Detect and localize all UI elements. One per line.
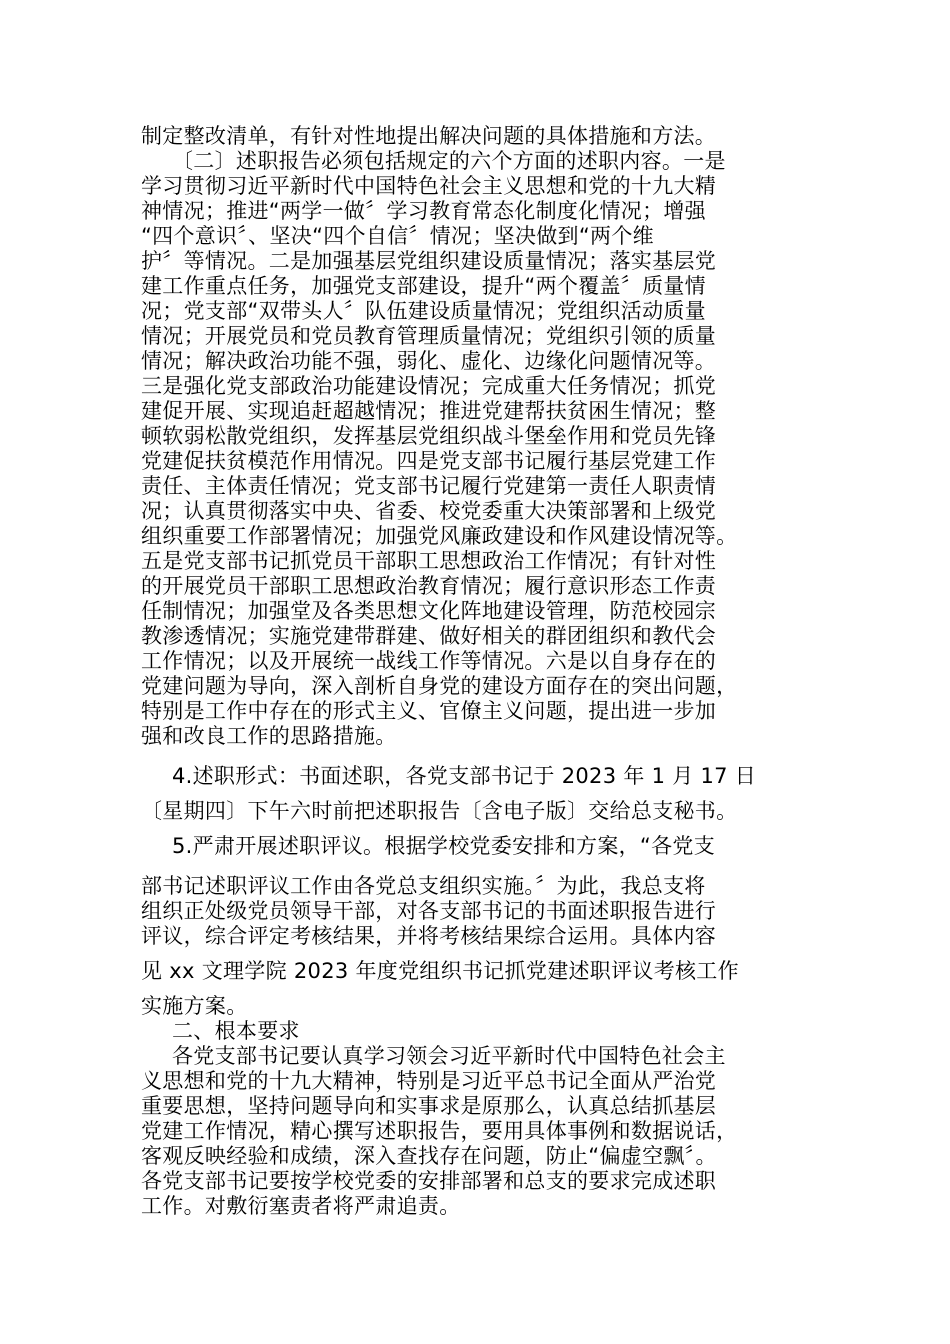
- text-line: 情况；解决政治功能不强，弱化、虚化、边缘化问题情况等。: [141, 349, 717, 373]
- text-line: 任制情况；加强堂及各类思想文化阵地建设管理，防范校园宗: [141, 599, 717, 623]
- text-line: 各党支部书记要按学校党委的安排部署和总支的要求完成述职: [141, 1169, 717, 1193]
- text-line: 建促开展、实现追赶超越情况；推进党建帮扶贫困生情况；整: [141, 399, 717, 423]
- text-line: 各党支部书记要认真学习领会习近平新时代中国特色社会主: [172, 1044, 726, 1068]
- text-line: 学习贯彻习近平新时代中国特色社会主义思想和党的十九大精: [141, 174, 717, 198]
- text-line: 工作情况；以及开展统一战线工作等情况。六是以自身存在的: [141, 649, 717, 673]
- text-line: 三是强化党支部政治功能建设情况；完成重大任务情况；抓党: [141, 374, 717, 398]
- text-line: 组织正处级党员领导干部，对各支部书记的书面述职报告进行: [141, 899, 717, 923]
- text-line: 〔二〕述职报告必须包括规定的六个方面的述职内容。一是: [172, 149, 726, 173]
- text-line: 义思想和党的十九大精神，特别是习近平总书记全面从严治党: [141, 1069, 717, 1093]
- text-line: 责任、主体责任情况；党支部书记履行党建第一责任人职责情: [141, 474, 717, 498]
- text-line: “四个意识〞、坚决“四个自信〞情况；坚决做到“两个维: [141, 224, 654, 248]
- text-line: 工作。对敷衍塞责者将严肃追责。: [141, 1194, 461, 1218]
- text-line: 制定整改清单，有针对性地提出解决问题的具体措施和方法。: [141, 124, 717, 148]
- text-line: 4.述职形式：书面述职，各党支部书记于 2023 年 1 月 17 日: [172, 764, 757, 788]
- text-line: 教渗透情况；实施党建带群建、做好相关的群团组织和教代会: [141, 624, 717, 648]
- text-line: 客观反映经验和成绩，深入查找存在问题，防止“偏虚空飘〞。: [141, 1144, 717, 1168]
- text-line: 组织重要工作部署情况；加强党风廉政建设和作风建设情况等。: [141, 524, 738, 548]
- text-line: 实施方案。: [141, 994, 248, 1018]
- text-line: 情况；开展党员和党员教育管理质量情况；党组织引领的质量: [141, 324, 717, 348]
- section-heading: 二、根本要求: [172, 1019, 300, 1043]
- text-line: 五是党支部书记抓党员干部职工思想政治工作情况；有针对性: [141, 549, 717, 573]
- text-line: 护〞等情况。二是加强基层党组织建设质量情况；落实基层党: [141, 249, 717, 273]
- text-line: 特别是工作中存在的形式主义、官僚主义问题，提出进一步加: [141, 699, 717, 723]
- text-line: 的开展党员干部职工思想政治教育情况；履行意识形态工作责: [141, 574, 717, 598]
- text-line: 强和改良工作的思路措施。: [141, 724, 397, 748]
- text-line: 神情况；推进“两学一做〞学习教育常态化制度化情况；增强: [141, 199, 706, 223]
- text-line: 建工作重点任务，加强党支部建设，提升“两个覆盖〞质量情: [141, 274, 706, 298]
- text-line: 部书记述职评议工作由各党总支组织实施。〞为此，我总支将: [141, 874, 706, 898]
- text-line: 见 xx 文理学院 2023 年度党组织书记抓党建述职评议考核工作: [141, 959, 739, 983]
- text-line: 况；党支部“双带头人〞队伍建设质量情况；党组织活动质量: [141, 299, 706, 323]
- text-line: 重要思想，坚持问题导向和实事求是原那么，认真总结抓基层: [141, 1094, 717, 1118]
- text-line: 顿软弱松散党组织，发挥基层党组织战斗堡垒作用和党员先锋: [141, 424, 717, 448]
- text-line: 党建问题为导向，深入剖析自身党的建设方面存在的突出问题，: [141, 674, 738, 698]
- text-line: 〔星期四〕下午六时前把述职报告〔含电子版〕交给总支秘书。: [141, 799, 738, 823]
- text-line: 况；认真贯彻落实中央、省委、校党委重大决策部署和上级党: [141, 499, 717, 523]
- text-line: 评议，综合评定考核结果，并将考核结果综合运用。具体内容: [141, 924, 717, 948]
- text-line: 党建工作情况，精心撰写述职报告，要用具体事例和数据说话，: [141, 1119, 738, 1143]
- text-line: 5.严肃开展述职评议。根据学校党委安排和方案，“各党支: [172, 834, 716, 858]
- text-line: 党建促扶贫模范作用情况。四是党支部书记履行基层党建工作: [141, 449, 717, 473]
